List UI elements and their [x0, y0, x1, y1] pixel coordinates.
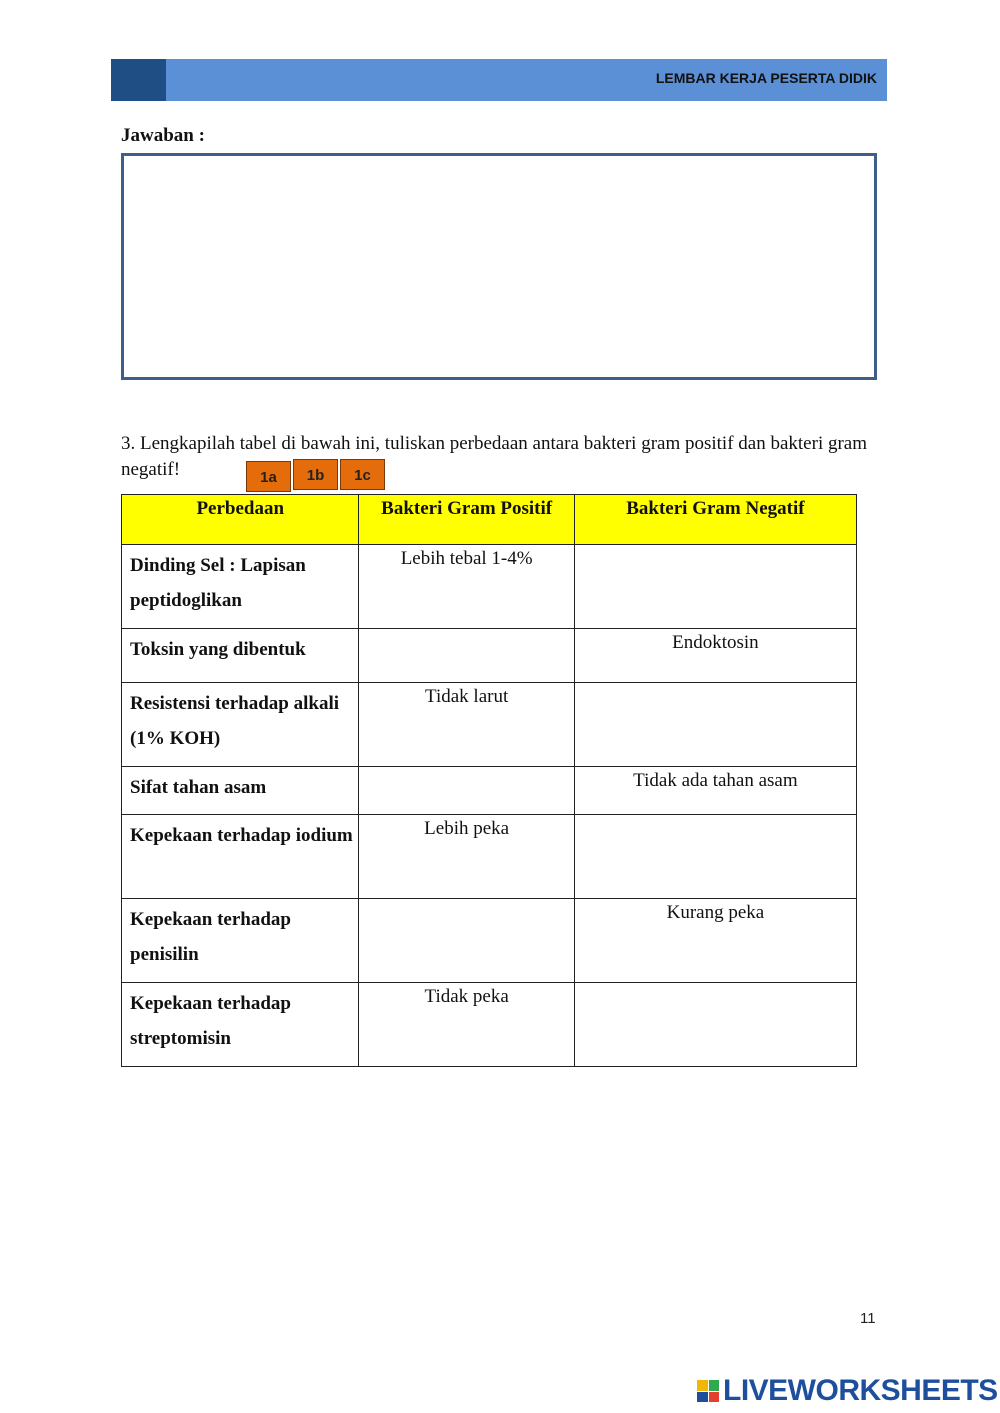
- answer-textbox[interactable]: [121, 153, 877, 380]
- cell-gram-negatif[interactable]: [574, 983, 856, 1067]
- cell-gram-positif[interactable]: Tidak peka: [359, 983, 574, 1067]
- cell-gram-negatif[interactable]: [574, 683, 856, 767]
- column-header-gram-negatif: Bakteri Gram Negatif: [574, 495, 856, 545]
- question-text: 3. Lengkapilah tabel di bawah ini, tuliskan perbedaan antara bakteri gram positif dan bakteri gram negatif!: [121, 433, 868, 480]
- logo-icon: [697, 1380, 719, 1402]
- table-row: [122, 767, 857, 815]
- table-row: [122, 899, 857, 983]
- row-label: Dinding Sel : Lapisan peptidoglikan: [122, 545, 359, 629]
- table-row: [122, 545, 857, 629]
- column-header-perbedaan: Perbedaan: [122, 495, 359, 545]
- cell-gram-positif[interactable]: [359, 767, 574, 815]
- row-label: Toksin yang dibentuk: [122, 629, 359, 683]
- cell-gram-negatif[interactable]: Tidak ada tahan asam: [574, 767, 856, 815]
- tag-1b[interactable]: 1b: [293, 459, 338, 490]
- cell-gram-positif[interactable]: Lebih tebal 1-4%: [359, 545, 574, 629]
- cell-gram-positif[interactable]: [359, 629, 574, 683]
- tag-1c[interactable]: 1c: [340, 459, 385, 490]
- cell-gram-negatif[interactable]: [574, 545, 856, 629]
- table-row: [122, 683, 857, 767]
- comparison-table: [121, 494, 857, 1067]
- header-bar: [111, 59, 887, 101]
- table-row: [122, 629, 857, 683]
- cell-gram-negatif[interactable]: Kurang peka: [574, 899, 856, 983]
- cell-gram-positif[interactable]: Lebih peka: [359, 815, 574, 899]
- liveworksheets-logo: [697, 1374, 998, 1408]
- row-label: Kepekaan terhadap penisilin: [122, 899, 359, 983]
- logo-text: LIVEWORKSHEETS: [723, 1374, 998, 1407]
- header-accent-block: [111, 59, 166, 101]
- row-label: Resistensi terhadap alkali (1% KOH): [122, 683, 359, 767]
- tag-1a[interactable]: 1a: [246, 461, 291, 492]
- cell-gram-negatif[interactable]: Endoktosin: [574, 629, 856, 683]
- cell-gram-negatif[interactable]: [574, 815, 856, 899]
- column-header-gram-positif: Bakteri Gram Positif: [359, 495, 574, 545]
- table-header-row: [122, 495, 857, 545]
- row-label: Kepekaan terhadap iodium: [122, 815, 359, 899]
- cell-gram-positif[interactable]: Tidak larut: [359, 683, 574, 767]
- answer-label: Jawaban :: [121, 125, 205, 146]
- header-title: LEMBAR KERJA PESERTA DIDIK: [655, 70, 877, 86]
- row-label: Sifat tahan asam: [122, 767, 359, 815]
- cell-gram-positif[interactable]: [359, 899, 574, 983]
- table-row: [122, 983, 857, 1067]
- table-row: [122, 815, 857, 899]
- page-number: 11: [860, 1310, 876, 1327]
- row-label: Kepekaan terhadap streptomisin: [122, 983, 359, 1067]
